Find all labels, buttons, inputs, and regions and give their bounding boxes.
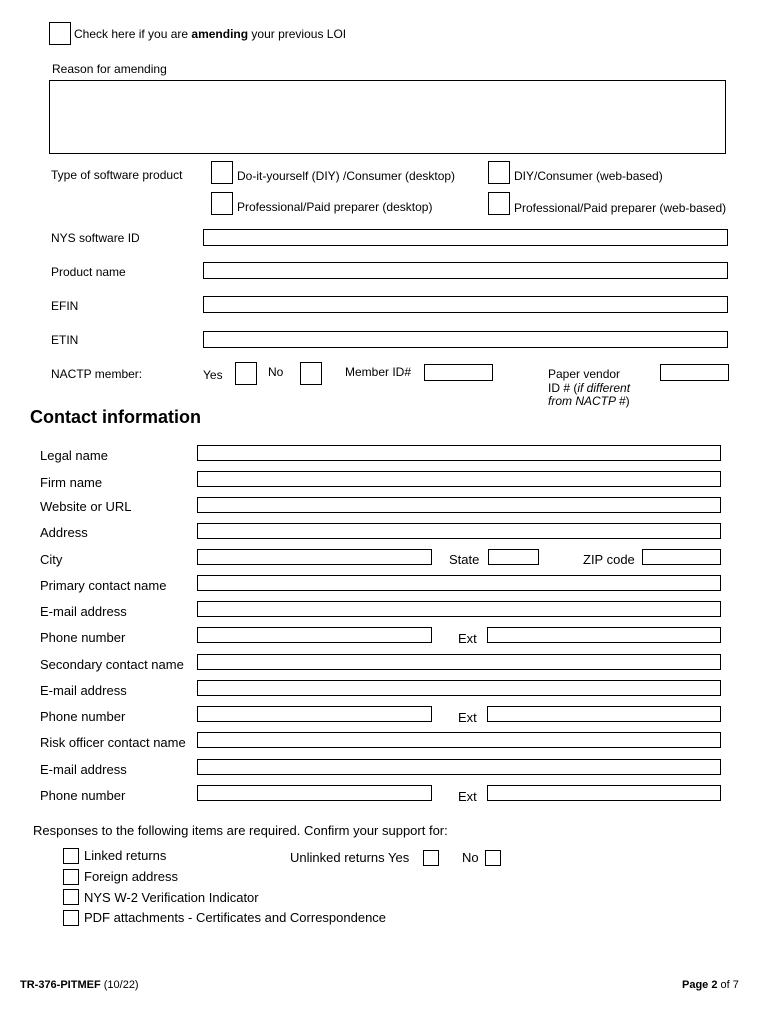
zip-input[interactable] <box>642 549 721 565</box>
city-label: City <box>40 552 63 567</box>
nys-software-id-label: NYS software ID <box>51 231 140 245</box>
primary-contact-input[interactable] <box>197 575 721 591</box>
paper-vendor-label: Paper vendor ID # (if different from NACTP #) <box>548 367 631 408</box>
linked-returns-label: Linked returns <box>84 848 167 863</box>
unlinked-no-checkbox[interactable] <box>485 850 501 866</box>
firm-name-input[interactable] <box>197 471 721 487</box>
address-input[interactable] <box>197 523 721 539</box>
efin-input[interactable] <box>203 296 728 313</box>
state-label: State <box>449 552 480 567</box>
member-id-input[interactable] <box>424 364 493 381</box>
nactp-no-checkbox[interactable] <box>300 362 322 385</box>
etin-label: ETIN <box>51 333 79 347</box>
foreign-address-label: Foreign address <box>84 869 178 884</box>
reason-textarea[interactable] <box>49 80 726 154</box>
diy-web-label: DIY/Consumer (web-based) <box>514 169 663 183</box>
linked-returns-checkbox[interactable] <box>63 848 79 864</box>
primary-email-label: E-mail address <box>40 604 127 619</box>
primary-ext-input[interactable] <box>487 627 721 643</box>
secondary-email-label: E-mail address <box>40 683 127 698</box>
product-name-input[interactable] <box>203 262 728 279</box>
responses-intro: Responses to the following items are required. Confirm your support for: <box>33 823 448 838</box>
reason-label: Reason for amending <box>52 62 167 76</box>
risk-phone-input[interactable] <box>197 785 432 801</box>
paper-vendor-id-input[interactable] <box>660 364 729 381</box>
pro-desktop-label: Professional/Paid preparer (desktop) <box>237 200 433 214</box>
secondary-phone-input[interactable] <box>197 706 432 722</box>
contact-heading: Contact information <box>30 407 201 427</box>
page-number: Page 2 of 7 <box>682 979 739 991</box>
state-input[interactable] <box>488 549 539 565</box>
website-label: Website or URL <box>40 499 132 514</box>
primary-phone-label: Phone number <box>40 630 126 645</box>
amending-checkbox[interactable] <box>49 22 71 45</box>
unlinked-returns-label: Unlinked returns Yes <box>290 850 410 865</box>
pdf-attachments-label: PDF attachments - Certificates and Correspondence <box>84 910 387 925</box>
firm-name-label: Firm name <box>40 475 103 490</box>
legal-name-input[interactable] <box>197 445 721 461</box>
risk-email-label: E-mail address <box>40 762 127 777</box>
w2-verification-checkbox[interactable] <box>63 889 79 905</box>
risk-officer-label: Risk officer contact name <box>40 735 186 750</box>
risk-officer-input[interactable] <box>197 732 721 748</box>
nys-software-id-input[interactable] <box>203 229 728 246</box>
diy-desktop-label: Do-it-yourself (DIY) /Consumer (desktop) <box>237 169 456 183</box>
nactp-yes-label: Yes <box>203 368 223 382</box>
secondary-contact-input[interactable] <box>197 654 721 670</box>
form-id: TR-376-PITMEF (10/22) <box>20 979 139 991</box>
address-label: Address <box>40 525 88 540</box>
w2-verification-label: NYS W-2 Verification Indicator <box>84 890 259 905</box>
primary-contact-label: Primary contact name <box>40 578 167 593</box>
etin-input[interactable] <box>203 331 728 348</box>
website-input[interactable] <box>197 497 721 513</box>
unlinked-no-label: No <box>462 850 479 865</box>
risk-email-input[interactable] <box>197 759 721 775</box>
efin-label: EFIN <box>51 299 79 313</box>
member-id-label: Member ID# <box>345 365 412 379</box>
pdf-attachments-checkbox[interactable] <box>63 910 79 926</box>
pro-desktop-checkbox[interactable] <box>211 192 233 215</box>
secondary-ext-label: Ext <box>458 710 477 725</box>
primary-ext-label: Ext <box>458 631 477 646</box>
pro-web-checkbox[interactable] <box>488 192 510 215</box>
pro-web-label: Professional/Paid preparer (web-based) <box>514 201 727 215</box>
zip-label: ZIP code <box>583 552 635 567</box>
foreign-address-checkbox[interactable] <box>63 869 79 885</box>
diy-desktop-checkbox[interactable] <box>211 161 233 184</box>
software-type-label: Type of software product <box>51 168 183 182</box>
nactp-label: NACTP member: <box>51 367 143 381</box>
legal-name-label: Legal name <box>40 448 108 463</box>
primary-phone-input[interactable] <box>197 627 432 643</box>
secondary-ext-input[interactable] <box>487 706 721 722</box>
secondary-contact-label: Secondary contact name <box>40 657 184 672</box>
secondary-email-input[interactable] <box>197 680 721 696</box>
risk-ext-label: Ext <box>458 789 477 804</box>
nactp-no-label: No <box>268 365 284 379</box>
secondary-phone-label: Phone number <box>40 709 126 724</box>
nactp-yes-checkbox[interactable] <box>235 362 257 385</box>
unlinked-yes-checkbox[interactable] <box>423 850 439 866</box>
city-input[interactable] <box>197 549 432 565</box>
risk-ext-input[interactable] <box>487 785 721 801</box>
risk-phone-label: Phone number <box>40 788 126 803</box>
product-name-label: Product name <box>51 265 126 279</box>
primary-email-input[interactable] <box>197 601 721 617</box>
amending-label: Check here if you are amending your previous LOI <box>74 27 347 41</box>
diy-web-checkbox[interactable] <box>488 161 510 184</box>
